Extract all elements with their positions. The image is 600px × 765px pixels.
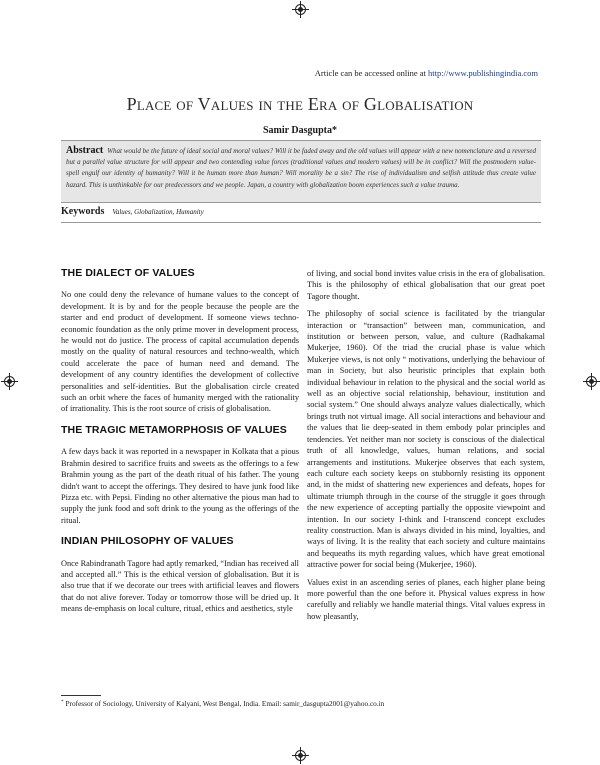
section-heading-dialect: THE DIALECT OF VALUES (61, 267, 195, 279)
footnote-divider (61, 695, 101, 696)
paragraph: Values exist in an ascending series of planes, each higher plane being more powerful than the one before it. Physical values express in how carefully and reliably we handle material things. Vital values express in how pleasantly, (307, 577, 545, 621)
crop-mark-bottom-icon (295, 750, 306, 761)
footnote-text: Professor of Sociology, University of Kalyani, West Bengal, India. Email: samir_dasgupta2001@yahoo.co.in (65, 699, 385, 708)
abstract-box (61, 140, 541, 203)
paragraph: Once Rabindranath Tagore had aptly remarked, “Indian has received all and accepted all.” This is the ethical version of globalisation. But it is also true that if we decorate our trees with artificial leaves and flowers that do not alive forever. Today or tomorrow those will be dried up. It means de-emphasis on local culture, ritual, ethics and aesthetics, style (61, 558, 299, 614)
paragraph: No one could deny the relevance of humane values to the concept of development. It is by and for the people because the people are the starter and end product of development. If someone views techno-economic foundation as the only prime mover in development process, he would not do justice. The process of capital accumulation depends mostly on the quality of natural resources and techno-wealth, which could accelerate the pace of human need and demand. The development of any country identifies the development of collective personalities and self-identities. But the globalisation circle created such an orbit where the faces of humanity merged with the rationality of irrationality. This is the root source of crisis of globalisation. (61, 290, 299, 414)
crop-mark-left-icon (4, 376, 15, 387)
keywords-text: Values, Globalization, Humanity (112, 208, 204, 216)
access-note (315, 68, 538, 78)
publisher-link[interactable]: http://www.publishingindia.com (428, 68, 538, 78)
left-column (61, 268, 299, 621)
paragraph: The philosophy of social science is facilitated by the triangular interaction or “transaction” between man, communication, and institution or between person, value, and culture (Radhakamal Mukerjee, 1960). Of the triad the crucial phase is value which Mukerjee views, is not only “ motivations, underlying the behaviour of man in Society, but also heuristic principles that explain both individual behaviour in relation to the physical and the social world as well as an objective social relationship, behaviour, institution and social system.” One should always analyze values dialectically, which brings truth not virtual image. All social interactions and behaviour and the values that lie deep-seated in them embody polar principles and tendencies. Yet neither man nor society is conscious of the dialectical truth of all knowledge, values, human relations, and social arrangements and institutions. Mukerjee observes that each system, each culture each society keeps on stubbornly resisting its opponent and, in the midst of shattering new experiences and defeats, hopes for ultimate triumph through in the course of the struggle it goes through the new experience of accepting partially the opposite viewpoint and intention. In our society I-think and I-transcend concept excludes reality construction. Man is always divided in his mind, loyalties, and ways of living. It is the reality that each society and culture maintains and bequeaths its myth regarding values, which have great emotional attractive power for social being (Mukerjee, 1960). (307, 309, 545, 570)
section-heading-metamorphosis: THE TRAGIC METAMORPHOSIS OF VALUES (61, 423, 287, 436)
access-prefix: Article can be accessed online at (314, 68, 429, 78)
author-name: Samir Dasgupta* (263, 125, 337, 136)
right-column (307, 268, 545, 628)
footnote-marker: * (61, 699, 64, 705)
keywords-label: Keywords (61, 206, 105, 217)
crop-mark-right-icon (586, 376, 597, 387)
crop-mark-top-icon (295, 4, 306, 15)
paragraph: of living, and social bond invites value crisis in the era of globalisation. This is the philosophy of ethical globalisation that our great poet Tagore thought. (307, 269, 545, 301)
paragraph: A few days back it was reported in a newspaper in Kolkata that a pious Brahmin desired to sacrifice fruits and sweets as the offerings to a few Brahmin young as the part of the death ritual of his father. The young didn't want to accept the offerings. They desired to have junk food like Pizza etc. with Pepsi. Finding no other alternative the pious man had to supply the junk food and soft drink to the young as the offerings of the ritual. (61, 447, 299, 525)
paper-title: Place of Values in the Era of Globalisation (126, 94, 474, 114)
keywords-row (61, 206, 541, 223)
abstract-text: What would be the future of ideal social and moral values? Will it be faded away and the old values will appear with a new nomenclature and a reversed but a parallel value structure for will appear and two contending value forces (traditional values and modern values) will be in conflict? Will the postmodern value-spell engulf our identity of humanity? Will it be human more than human? Will morality be a sin? The rise of individualism and selfish attitude thus create value hazard. This is unthinkable for our predecessors and we people. Japan, a country with globalization boom experiences such a value trauma. (66, 147, 536, 189)
section-heading-indian-philosophy: INDIAN PHILOSOPHY OF VALUES (61, 535, 234, 548)
abstract-label: Abstract (66, 145, 104, 156)
footnote (61, 699, 384, 708)
